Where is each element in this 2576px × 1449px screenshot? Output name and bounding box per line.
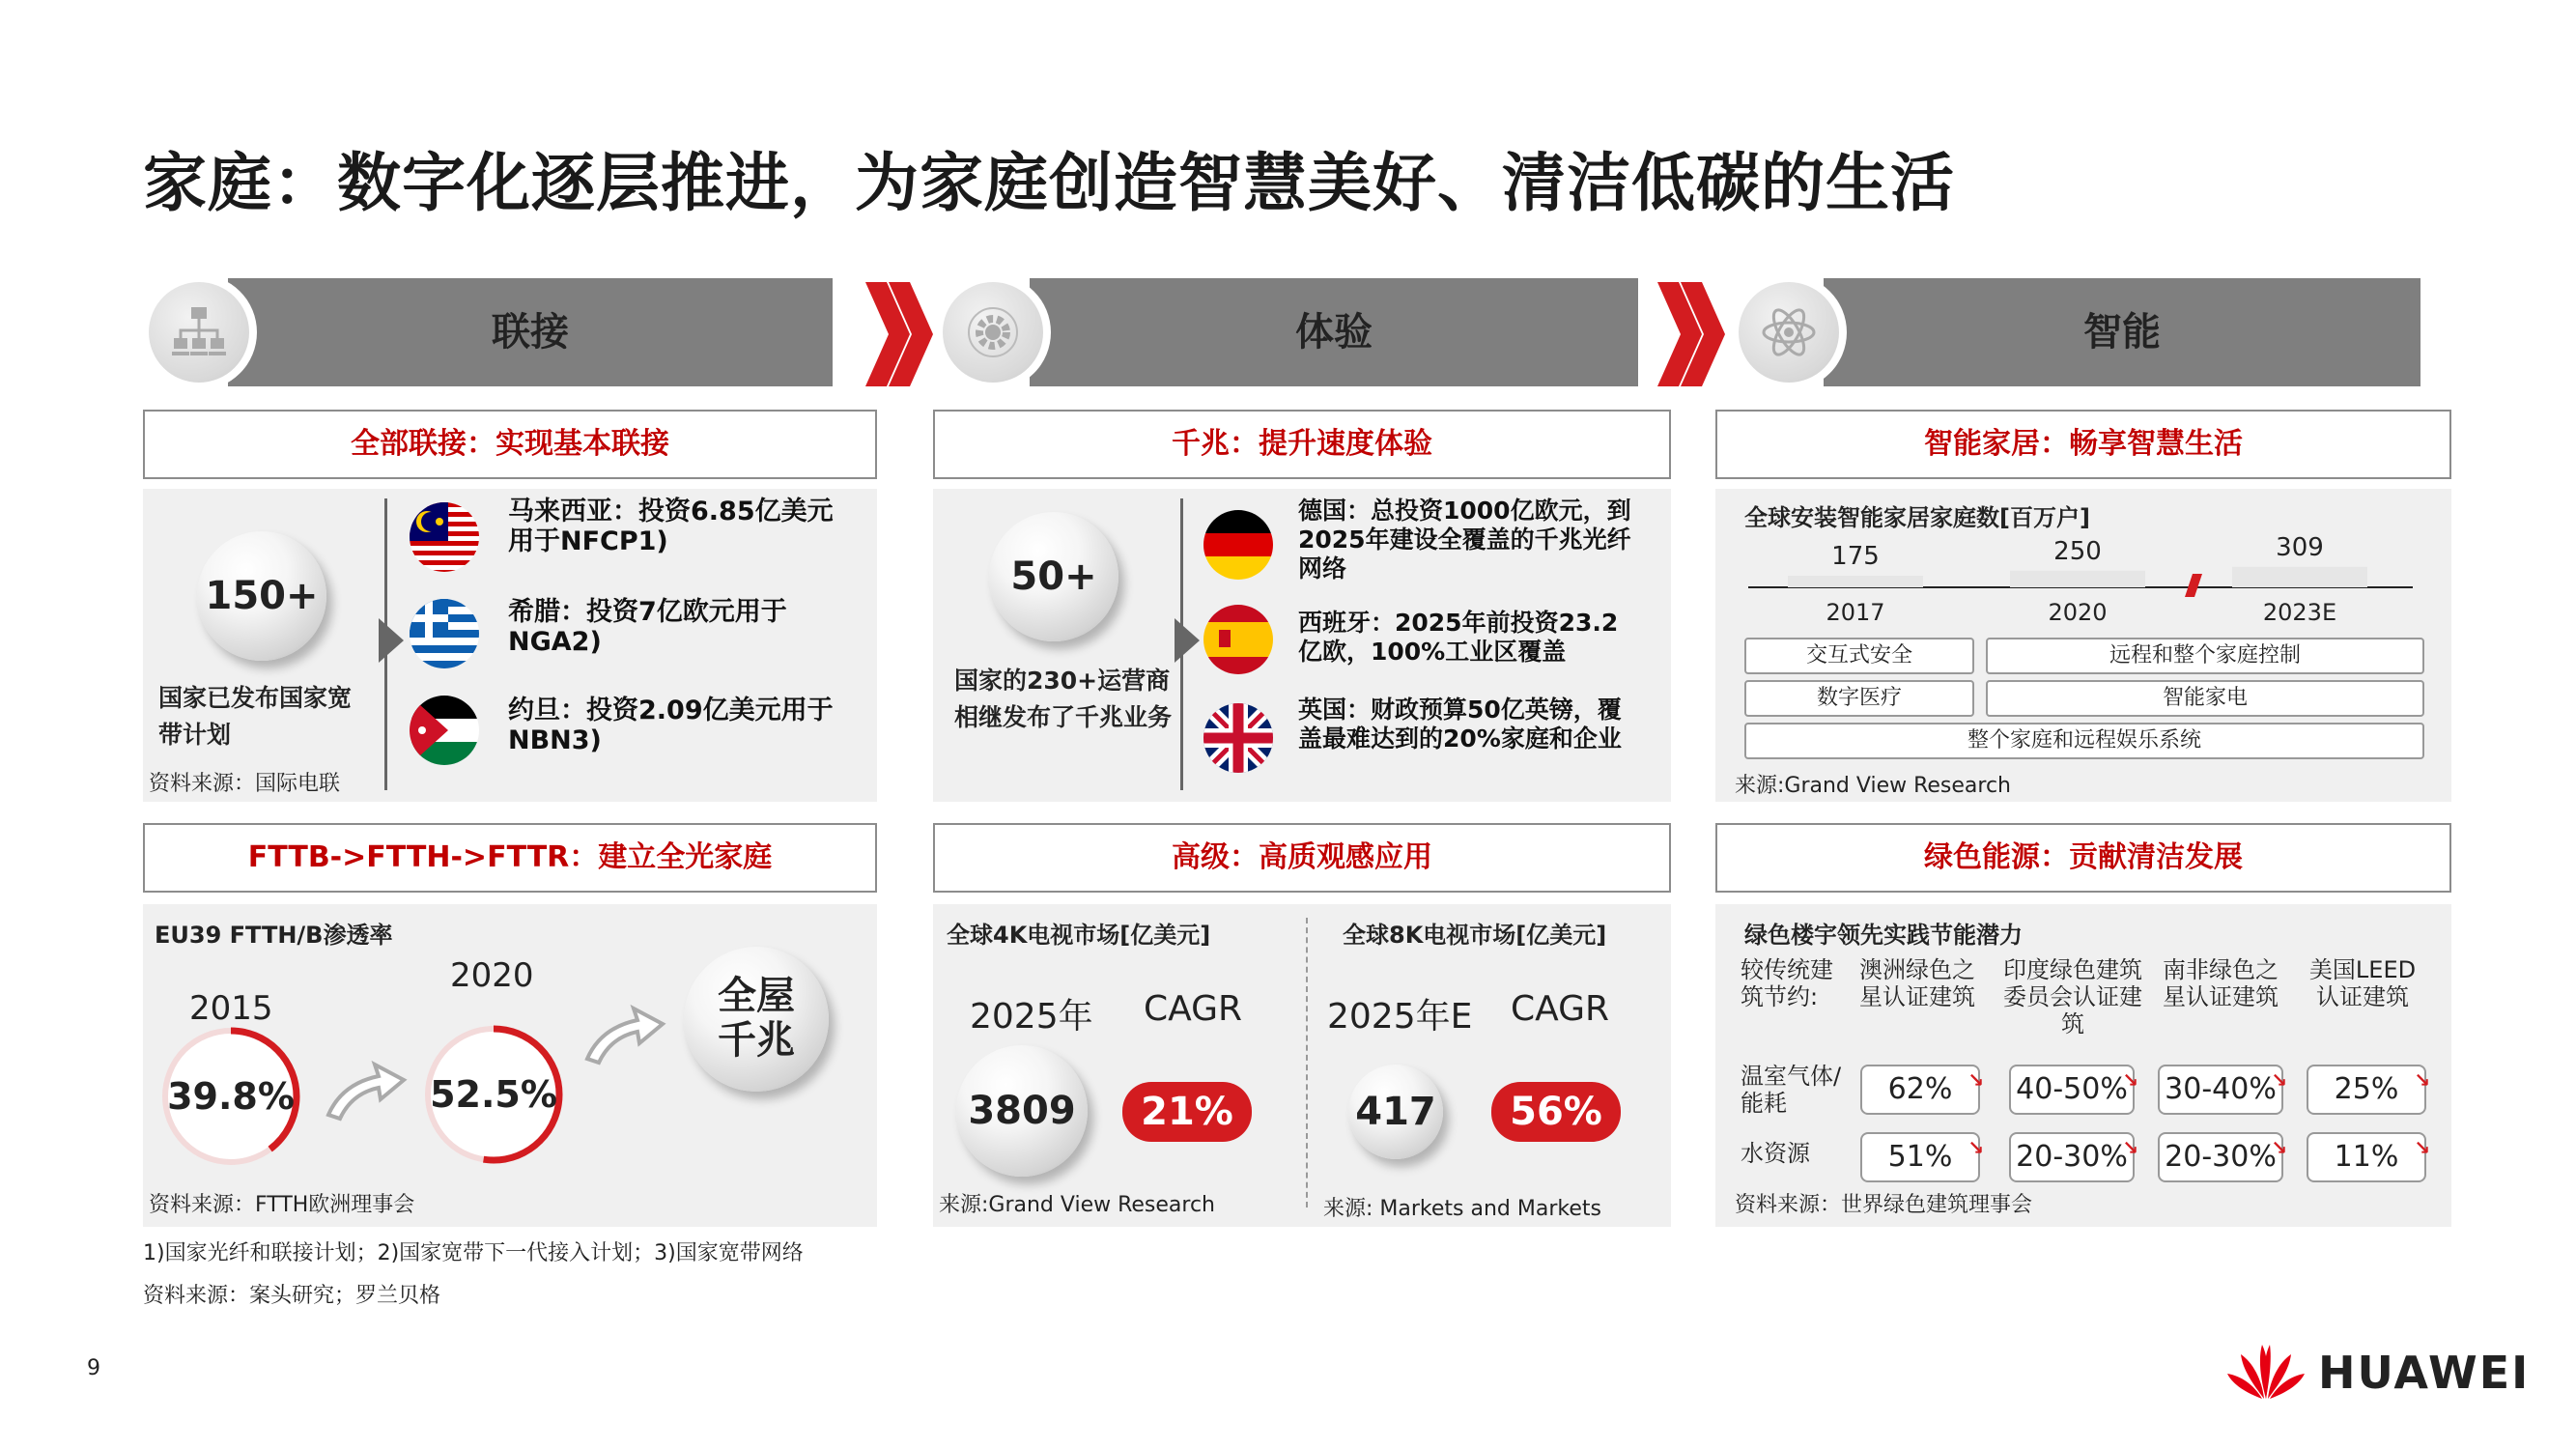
column-header-experience: 体验 bbox=[1295, 310, 1373, 355]
chart-category-label: 2023E bbox=[2262, 599, 2337, 626]
cagr-pill-8k: 56% bbox=[1491, 1082, 1621, 1142]
trend-down-icon: ↘ bbox=[2414, 1136, 2430, 1159]
cell-value: 30-40% bbox=[2165, 1072, 2277, 1106]
source: 资料来源：国际电联 bbox=[149, 772, 341, 796]
cell-water-usa bbox=[2307, 1132, 2430, 1182]
germany-flag-icon bbox=[1203, 510, 1273, 580]
huawei-flower-icon bbox=[2225, 1339, 2307, 1401]
cagr-pill-4k: 21% bbox=[1122, 1082, 1252, 1142]
uk-flag-icon bbox=[1203, 703, 1273, 773]
section-title-text: 千兆：提升速度体验 bbox=[1172, 427, 1432, 461]
cell-value: 20-30% bbox=[2016, 1140, 2128, 1174]
cell-emissions-australia bbox=[1860, 1065, 1984, 1115]
panel-green-energy bbox=[1715, 904, 2451, 1227]
penetration-ring-2020 bbox=[421, 1022, 566, 1167]
trend-down-icon: ↘ bbox=[2122, 1068, 2138, 1092]
trend-down-icon: ↘ bbox=[2271, 1136, 2287, 1159]
value-sphere-4k: 3809 bbox=[956, 1045, 1088, 1177]
trend-down-icon: ↘ bbox=[1967, 1068, 1984, 1092]
atom-icon bbox=[1731, 274, 1847, 390]
malaysia-flag-icon bbox=[410, 502, 479, 572]
arrow-icon bbox=[581, 999, 668, 1066]
chart-title: EU39 FTTH/B渗透率 bbox=[155, 922, 393, 949]
spain-flag-icon bbox=[1203, 605, 1273, 674]
section-title-text: 绿色能源：贡献清洁发展 bbox=[1924, 840, 2243, 874]
big-number-sphere: 150+ bbox=[197, 531, 326, 661]
col-header-australia: 澳洲绿色之星认证建筑 bbox=[1859, 956, 1975, 1010]
network-icon bbox=[141, 274, 257, 390]
value-sphere-8k: 417 bbox=[1348, 1065, 1443, 1159]
column-header-connect: 联接 bbox=[492, 310, 569, 355]
panel-gigabit bbox=[933, 489, 1671, 802]
market-4k-title: 全球4K电视市场[亿美元] bbox=[947, 922, 1211, 949]
section-title-text: 高级：高质观感应用 bbox=[1172, 840, 1432, 874]
section-title-gigabit bbox=[933, 410, 1671, 479]
triangle-pointer-icon bbox=[379, 618, 404, 663]
panel-smart-home bbox=[1715, 489, 2451, 802]
footnote: 1)国家光纤和联接计划；2)国家宽带下一代接入计划；3)国家宽带网络 bbox=[143, 1241, 804, 1265]
section-title-fttr bbox=[143, 823, 877, 893]
col-header-south-africa: 南非绿色之星认证建筑 bbox=[2163, 956, 2279, 1010]
panel-advanced bbox=[933, 904, 1671, 1227]
penetration-value-2020: 52.5% bbox=[430, 1073, 557, 1116]
tag-remote-control: 远程和整个家庭控制 bbox=[1986, 638, 2424, 674]
axis-break-icon bbox=[2185, 574, 2202, 597]
huawei-logo bbox=[2225, 1339, 2531, 1405]
country-germany: 德国：总投资1000亿欧元，到2025年建设全覆盖的千兆光纤网络 bbox=[1298, 497, 1631, 582]
chart-value-label: 309 bbox=[2276, 532, 2324, 562]
country-greece: 希腊：投资7亿欧元用于NGA2) bbox=[508, 597, 787, 657]
col-header-india: 印度绿色建筑委员会认证建筑 bbox=[2003, 956, 2142, 1037]
trend-down-icon: ↘ bbox=[2271, 1068, 2287, 1092]
cell-water-india bbox=[2009, 1132, 2138, 1182]
cell-value: 11% bbox=[2334, 1140, 2399, 1174]
cell-value: 51% bbox=[1887, 1140, 1953, 1174]
caption: 国家已发布国家宽带计划 bbox=[158, 684, 353, 749]
target-label: 全屋千兆 bbox=[718, 974, 795, 1063]
row-label-water: 水资源 bbox=[1741, 1140, 1810, 1167]
big-number-sphere: 50+ bbox=[989, 512, 1118, 641]
page-title: 家庭：数字化逐层推进，为家庭创造智慧美好、清洁低碳的生活 bbox=[143, 146, 1955, 220]
source: 来源:Grand View Research bbox=[1735, 774, 2012, 798]
section-title-text: 全部联接：实现基本联接 bbox=[351, 427, 669, 461]
section-title-full-connect bbox=[143, 410, 877, 479]
country-malaysia: 马来西亚：投资6.85亿美元用于NFCP1) bbox=[508, 497, 834, 556]
year-label-4k: 2025年 bbox=[970, 997, 1093, 1037]
cell-emissions-usa bbox=[2307, 1065, 2430, 1115]
chart-value-label: 250 bbox=[2053, 536, 2102, 566]
chevron-arrows-icon bbox=[865, 282, 933, 386]
table-title: 绿色楼宇领先实践节能潜力 bbox=[1744, 922, 2023, 949]
caption: 国家的230+运营商相继发布了千兆业务 bbox=[954, 667, 1173, 731]
year-2015: 2015 bbox=[189, 989, 273, 1028]
source: 资料来源：FTTH欧洲理事会 bbox=[149, 1193, 415, 1217]
panel-fttr bbox=[143, 904, 877, 1227]
cell-water-south-africa bbox=[2158, 1132, 2287, 1182]
column-header-smart: 智能 bbox=[2083, 310, 2161, 355]
row-label-emissions: 温室气体/能耗 bbox=[1741, 1063, 1842, 1117]
panel-full-connect bbox=[143, 489, 877, 802]
source-4k: 来源:Grand View Research bbox=[939, 1193, 1216, 1217]
chart-title: 全球安装智能家居家庭数[百万户] bbox=[1744, 504, 2090, 531]
tag-interactive-security: 交互式安全 bbox=[1744, 638, 1974, 674]
section-title-text: 智能家居：畅享智慧生活 bbox=[1924, 427, 2243, 461]
tag-entertainment: 整个家庭和远程娱乐系统 bbox=[1744, 723, 2424, 759]
chart-value-label: 175 bbox=[1831, 542, 1880, 571]
source: 资料来源：世界绿色建筑理事会 bbox=[1735, 1193, 2033, 1217]
country-jordan: 约旦：投资2.09亿美元用于NBN3) bbox=[508, 696, 834, 755]
section-title-smart-home bbox=[1715, 410, 2451, 479]
gear-icon bbox=[935, 274, 1051, 390]
year-label-8k: 2025年E bbox=[1327, 997, 1473, 1037]
triangle-pointer-icon bbox=[1175, 618, 1200, 663]
section-title-advanced bbox=[933, 823, 1671, 893]
footnote-source: 资料来源：案头研究；罗兰贝格 bbox=[143, 1284, 441, 1308]
cagr-label-8k: CAGR bbox=[1511, 989, 1610, 1029]
tag-smart-appliance: 智能家电 bbox=[1986, 680, 2424, 717]
chart-bar-2020 bbox=[2010, 571, 2145, 587]
cell-value: 20-30% bbox=[2165, 1140, 2277, 1174]
penetration-ring-2015 bbox=[158, 1024, 303, 1169]
cell-emissions-india bbox=[2009, 1065, 2138, 1115]
trend-down-icon: ↘ bbox=[2122, 1136, 2138, 1159]
tag-digital-health: 数字医疗 bbox=[1744, 680, 1974, 717]
cagr-label-4k: CAGR bbox=[1144, 989, 1243, 1029]
country-uk: 英国：财政预算50亿英镑，覆盖最难达到的20%家庭和企业 bbox=[1298, 696, 1622, 753]
cell-value: 25% bbox=[2334, 1072, 2399, 1106]
row-header: 较传统建筑节约: bbox=[1741, 956, 1833, 1010]
col-header-usa: 美国LEED认证建筑 bbox=[2308, 956, 2417, 1010]
smart-home-chart bbox=[1735, 527, 2430, 634]
chart-category-label: 2020 bbox=[2048, 599, 2108, 626]
chart-category-label: 2017 bbox=[1826, 599, 1885, 626]
page-number: 9 bbox=[87, 1356, 100, 1380]
country-spain: 西班牙：2025年前投资23.2亿欧，100%工业区覆盖 bbox=[1298, 609, 1619, 666]
cell-water-australia bbox=[1860, 1132, 1984, 1182]
cell-value: 40-50% bbox=[2016, 1072, 2128, 1106]
greece-flag-icon bbox=[410, 599, 479, 668]
trend-down-icon: ↘ bbox=[2414, 1068, 2430, 1092]
section-title-green-energy bbox=[1715, 823, 2451, 893]
divider bbox=[1306, 918, 1308, 1208]
arrow-icon bbox=[323, 1055, 410, 1122]
market-8k-title: 全球8K电视市场[亿美元] bbox=[1343, 922, 1607, 949]
brand-name: HUAWEI bbox=[2318, 1347, 2531, 1399]
cell-value: 62% bbox=[1887, 1072, 1953, 1106]
chevron-arrows-icon bbox=[1657, 282, 1725, 386]
section-title-text: FTTB->FTTH->FTTR：建立全光家庭 bbox=[247, 840, 773, 874]
jordan-flag-icon bbox=[410, 696, 479, 765]
year-2020: 2020 bbox=[450, 956, 534, 995]
trend-down-icon: ↘ bbox=[1967, 1136, 1984, 1159]
source-8k: 来源: Markets and Markets bbox=[1323, 1197, 1601, 1221]
cell-emissions-south-africa bbox=[2158, 1065, 2287, 1115]
target-sphere bbox=[684, 947, 829, 1092]
chart-bar-2017 bbox=[1788, 576, 1923, 587]
chart-bar-2023E bbox=[2232, 567, 2367, 587]
penetration-value-2015: 39.8% bbox=[167, 1075, 295, 1118]
